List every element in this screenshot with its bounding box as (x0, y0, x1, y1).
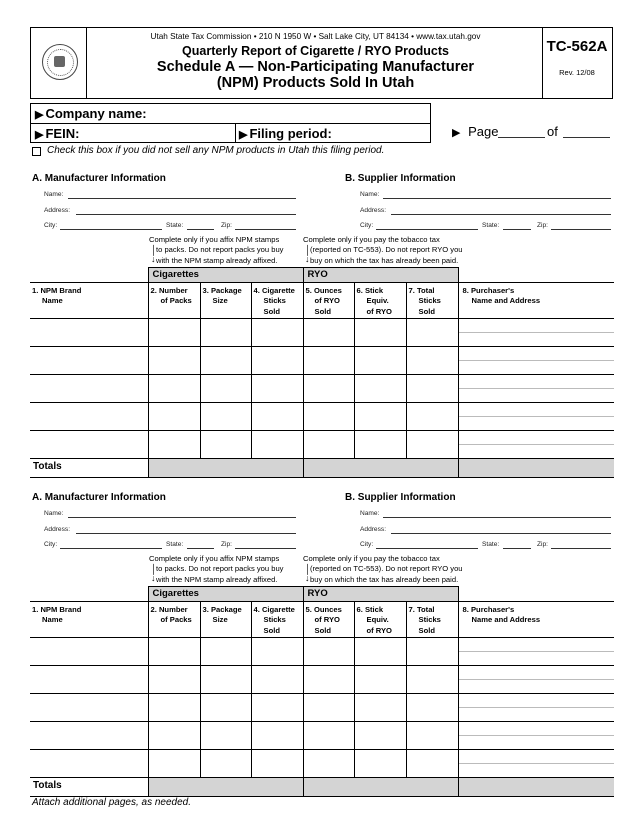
col-stick-equiv-of-ryo: 6. Stick Equiv. of RYO (354, 602, 406, 638)
npm-products-table (30, 586, 614, 797)
manufacturer-zip-label: Zip: (221, 541, 232, 548)
no-npm-sales-text: Check this box if you did not sell any NPM products in Utah this filing period. (47, 145, 385, 156)
table-row[interactable] (30, 721, 614, 749)
form-title: Quarterly Report of Cigarette / RYO Products (182, 44, 449, 58)
arrow-right-icon: ▶ (239, 129, 248, 141)
col-total-sticks-sold: 7. Total Sticks Sold (406, 602, 458, 638)
supplier-city-input[interactable] (376, 548, 478, 549)
arrow-right-icon: ▶ (35, 129, 44, 141)
form-header (30, 27, 613, 99)
table-row[interactable] (30, 693, 614, 721)
supplier-zip-input[interactable] (551, 548, 611, 549)
manufacturer-city-input[interactable] (60, 229, 162, 230)
cigarette-totals-shaded (148, 458, 303, 477)
manufacturer-city-input[interactable] (60, 548, 162, 549)
manufacturer-address-input[interactable] (76, 214, 296, 215)
manufacturer-name-label: Name: (44, 191, 64, 198)
manufacturer-state-label: State: (166, 541, 184, 548)
npm-products-table (30, 267, 614, 478)
supplier-name-label: Name: (360, 510, 380, 517)
fein-label: ▶ FEIN: (35, 126, 80, 141)
manufacturer-info-title: A. Manufacturer Information (32, 173, 166, 184)
col-number-of-packs: 2. Number of Packs (148, 602, 200, 638)
manufacturer-info-title: A. Manufacturer Information (32, 492, 166, 503)
page-total-input[interactable] (563, 137, 610, 138)
manufacturer-name-input[interactable] (68, 198, 296, 199)
table-row[interactable] (30, 346, 614, 374)
table-row[interactable] (30, 749, 614, 777)
schedule-title-line2: (NPM) Products Sold In Utah (216, 75, 415, 91)
supplier-state-label: State: (482, 541, 500, 548)
manufacturer-zip-input[interactable] (235, 229, 296, 230)
ryo-totals-shaded (303, 458, 458, 477)
manufacturer-address-input[interactable] (76, 533, 296, 534)
cigarettes-group-header: Cigarettes (148, 268, 303, 283)
npm-stamp-note: Complete only if you affix NPM stamps to packs. Do not report packs you buy with the NPM stamp already affixed. (149, 554, 284, 584)
schedule-title (87, 59, 544, 91)
manufacturer-state-input[interactable] (187, 229, 214, 230)
schedule-title-line1: Schedule A — Non-Participating Manufacturer (156, 59, 475, 75)
supplier-zip-label: Zip: (537, 222, 548, 229)
company-name-row[interactable] (31, 104, 430, 124)
totals-row (30, 458, 614, 477)
of-label: of (547, 124, 558, 139)
table-row[interactable] (30, 637, 614, 665)
supplier-city-label: City: (360, 222, 374, 229)
totals-label: Totals (30, 458, 148, 477)
col-npm-brand-name: 1. NPM Brand Name (30, 602, 148, 638)
page-label: Page (468, 124, 499, 139)
arrow-down-icon: │ ↓ (305, 564, 311, 583)
filing-period-label: ▶ Filing period: (239, 126, 332, 141)
agency-address: Utah State Tax Commission • 210 N 1950 W • Salt Lake City, UT 84134 • www.tax.utah.gov (150, 32, 481, 41)
col-purchaser-name-address: 8. Purchaser's Name and Address (458, 602, 614, 638)
attach-pages-note: Attach additional pages, as needed. (32, 797, 192, 808)
purchaser-totals-shaded (458, 777, 614, 796)
totals-label: Totals (30, 777, 148, 796)
arrow-down-icon: │ ↓ (151, 564, 157, 583)
col-purchaser-name-address: 8. Purchaser's Name and Address (458, 283, 614, 319)
supplier-city-input[interactable] (376, 229, 478, 230)
manufacturer-zip-label: Zip: (221, 222, 232, 229)
purchaser-totals-shaded (458, 458, 614, 477)
supplier-name-input[interactable] (383, 198, 611, 199)
manufacturer-state-input[interactable] (187, 548, 214, 549)
ryo-tax-note: Complete only if you pay the tobacco tax (reported on TC-553). Do not report RYO you buy on which the tax has already been paid. (303, 554, 463, 584)
supplier-state-input[interactable] (503, 548, 531, 549)
col-ounces-of-ryo-sold: 5. Ounces of RYO Sold (303, 602, 354, 638)
npm-stamp-note: Complete only if you affix NPM stamps to packs. Do not report packs you buy with the NPM stamp already affixed. (149, 235, 284, 265)
table-row[interactable] (30, 318, 614, 346)
no-npm-sales-checkbox[interactable] (32, 147, 41, 156)
page-counter (452, 124, 498, 139)
ryo-tax-note: Complete only if you pay the tobacco tax (reported on TC-553). Do not report RYO you buy on which the tax has already been paid. (303, 235, 463, 265)
manufacturer-name-input[interactable] (68, 517, 296, 518)
filing-period-field[interactable] (236, 124, 430, 143)
supplier-address-label: Address: (360, 207, 387, 214)
company-info-box (30, 103, 431, 143)
col-cigarette-sticks-sold: 4. Cigarette Sticks Sold (251, 602, 303, 638)
ryo-group-header: RYO (303, 587, 458, 602)
col-package-size: 3. Package Size (200, 283, 251, 319)
totals-row (30, 777, 614, 796)
supplier-name-input[interactable] (383, 517, 611, 518)
supplier-address-label: Address: (360, 526, 387, 533)
supplier-city-label: City: (360, 541, 374, 548)
supplier-state-label: State: (482, 222, 500, 229)
arrow-right-icon: ▶ (452, 127, 461, 139)
manufacturer-state-label: State: (166, 222, 184, 229)
manufacturer-name-label: Name: (44, 510, 64, 517)
col-number-of-packs: 2. Number of Packs (148, 283, 200, 319)
col-package-size: 3. Package Size (200, 602, 251, 638)
cigarettes-group-header: Cigarettes (148, 587, 303, 602)
seal-cell (31, 28, 87, 98)
company-name-label: ▶ Company name: (35, 106, 147, 121)
manufacturer-city-label: City: (44, 222, 58, 229)
arrow-down-icon: │ ↓ (151, 245, 157, 264)
page-number-input[interactable] (498, 137, 545, 138)
ryo-totals-shaded (303, 777, 458, 796)
supplier-address-input[interactable] (391, 533, 611, 534)
table-row[interactable] (30, 374, 614, 402)
supplier-zip-input[interactable] (551, 229, 611, 230)
table-row[interactable] (30, 665, 614, 693)
col-npm-brand-name: 1. NPM Brand Name (30, 283, 148, 319)
revision-date: Rev. 12/08 (559, 68, 595, 77)
ryo-group-header: RYO (303, 268, 458, 283)
arrow-down-icon: │ ↓ (305, 245, 311, 264)
fein-field[interactable] (31, 124, 236, 143)
col-ounces-of-ryo-sold: 5. Ounces of RYO Sold (303, 283, 354, 319)
form-number: TC-562A (546, 38, 608, 55)
supplier-state-input[interactable] (503, 229, 531, 230)
manufacturer-address-label: Address: (44, 526, 71, 533)
manufacturer-city-label: City: (44, 541, 58, 548)
table-row[interactable] (30, 402, 614, 430)
supplier-info-title: B. Supplier Information (345, 492, 456, 503)
manufacturer-zip-input[interactable] (235, 548, 296, 549)
supplier-zip-label: Zip: (537, 541, 548, 548)
arrow-right-icon: ▶ (35, 109, 44, 121)
col-stick-equiv-of-ryo: 6. Stick Equiv. of RYO (354, 283, 406, 319)
supplier-name-label: Name: (360, 191, 380, 198)
table-row[interactable] (30, 430, 614, 458)
supplier-info-title: B. Supplier Information (345, 173, 456, 184)
col-total-sticks-sold: 7. Total Sticks Sold (406, 283, 458, 319)
cigarette-totals-shaded (148, 777, 303, 796)
supplier-address-input[interactable] (391, 214, 611, 215)
state-seal-icon (42, 44, 78, 80)
manufacturer-address-label: Address: (44, 207, 71, 214)
col-cigarette-sticks-sold: 4. Cigarette Sticks Sold (251, 283, 303, 319)
